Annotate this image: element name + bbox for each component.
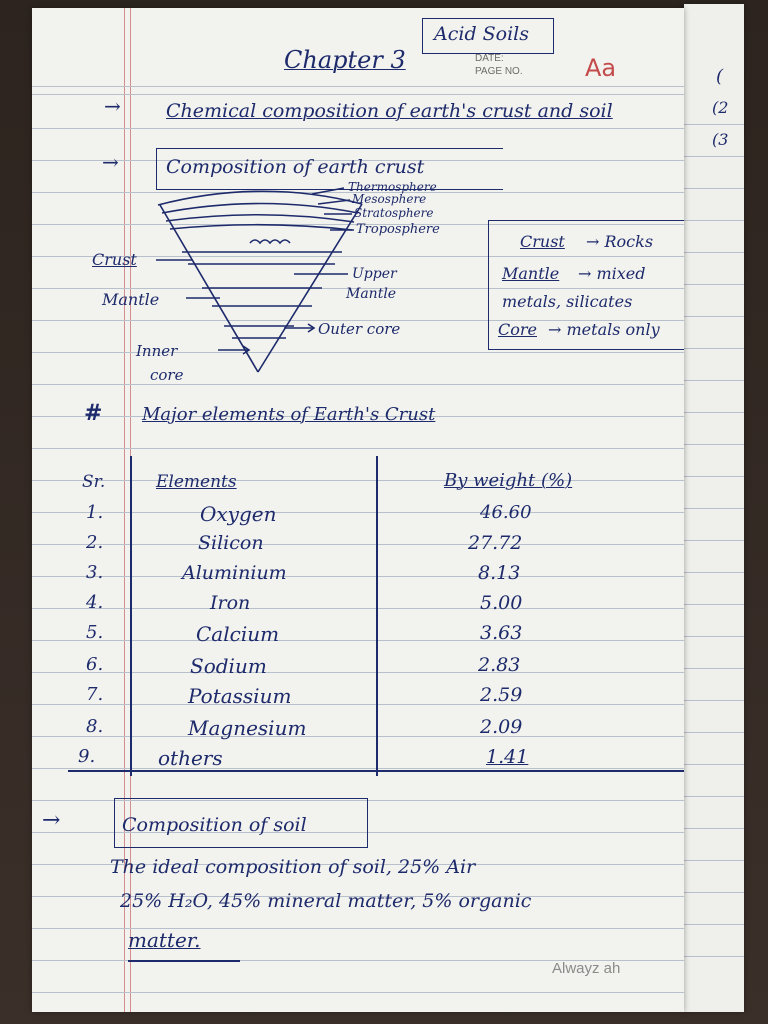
legend-desc-crust: → Rocks: [586, 232, 654, 251]
row-weight: 3.63: [480, 622, 523, 644]
row-weight: 2.83: [478, 654, 521, 676]
row-sr: 9.: [78, 746, 96, 767]
row-element: Calcium: [196, 622, 280, 646]
legend-term-crust: Crust: [520, 232, 565, 251]
row-weight: 8.13: [478, 562, 521, 584]
row-sr: 8.: [86, 716, 104, 737]
label-outer-core: Outer core: [318, 320, 401, 338]
row-weight: 1.41: [486, 746, 529, 768]
boxed-heading-earth-crust: Composition of earth crust: [166, 156, 425, 178]
adjacent-page: [684, 4, 744, 1012]
label-mesosphere: Mesosphere: [352, 192, 427, 206]
label-thermosphere: Thermosphere: [348, 180, 437, 194]
legend-desc-mantle-2: metals, silicates: [502, 292, 633, 311]
atmosphere-arc-4: [170, 225, 352, 230]
soil-text-line-1: The ideal composition of soil, 25% Air: [110, 856, 476, 878]
pointer-mesosphere: [318, 200, 350, 204]
page-no-label: PAGE NO.: [475, 66, 523, 77]
row-weight: 5.00: [480, 592, 523, 614]
label-troposphere: Troposphere: [356, 222, 440, 237]
brand-mark: Aa: [585, 54, 617, 82]
adjacent-mark-2: (2: [712, 98, 729, 117]
topic-label: Acid Soils: [434, 23, 529, 45]
row-element: Oxygen: [200, 502, 277, 526]
label-inner-core-1: Inner: [136, 342, 178, 360]
legend-term-mantle: Mantle: [502, 264, 560, 283]
label-upper-mantle-2: Mantle: [346, 286, 397, 302]
label-mantle: Mantle: [102, 290, 160, 309]
row-element: Potassium: [188, 684, 292, 708]
row-element: Aluminium: [182, 562, 287, 584]
table-column-divider: [376, 456, 378, 776]
table-header-sr: Sr.: [82, 472, 106, 492]
row-sr: 7.: [86, 684, 104, 705]
legend-desc-core: → metals only: [548, 320, 660, 339]
row-element: Magnesium: [188, 716, 307, 740]
label-crust: Crust: [92, 250, 137, 269]
row-element: others: [158, 746, 223, 770]
row-weight: 27.72: [468, 532, 523, 554]
row-element: Sodium: [190, 654, 267, 678]
table-header-elements: Elements: [156, 472, 237, 492]
pointer-thermosphere: [312, 188, 344, 194]
elements-heading: Major elements of Earth's Crust: [142, 404, 436, 425]
atmosphere-arc-3: [166, 215, 354, 222]
heading-arrow: →: [104, 94, 121, 118]
soil-text-line-2: 25% H₂O, 45% mineral matter, 5% organic: [120, 890, 532, 912]
row-element: Iron: [210, 592, 251, 614]
table-header-weight: By weight (%): [444, 470, 573, 491]
notebook-page: [32, 8, 684, 1012]
row-weight: 46.60: [480, 502, 532, 523]
table-bottom-rule: [68, 770, 684, 772]
row-sr: 6.: [86, 654, 104, 675]
row-element: Silicon: [198, 532, 264, 554]
soil-text-line-3: matter.: [128, 928, 201, 952]
watermark: Alwayz ah: [552, 960, 621, 977]
row-sr: 4.: [86, 592, 104, 613]
adjacent-mark-3: (3: [712, 130, 729, 149]
boxed-heading-soil: Composition of soil: [122, 814, 307, 836]
heading-arrow: →: [102, 150, 119, 174]
adjacent-mark-1: (: [716, 66, 724, 87]
label-upper-mantle-1: Upper: [352, 266, 397, 282]
row-sr: 5.: [86, 622, 104, 643]
double-underline: [128, 960, 240, 962]
chapter-title: Chapter 3: [284, 46, 406, 74]
heading-arrow: →: [42, 808, 61, 833]
row-sr: 1.: [86, 502, 104, 523]
label-stratosphere: Stratosphere: [354, 206, 434, 220]
label-inner-core-2: core: [150, 366, 184, 384]
crust-squiggle: [250, 240, 290, 243]
hash-marker: #: [84, 400, 103, 426]
date-label: DATE:: [475, 53, 504, 64]
legend-desc-mantle: → mixed: [578, 264, 646, 283]
row-weight: 2.09: [480, 716, 523, 738]
row-sr: 2.: [86, 532, 104, 553]
table-column-divider: [130, 456, 132, 776]
atmosphere-arc-2: [162, 204, 358, 214]
legend-term-core: Core: [498, 320, 537, 339]
row-sr: 3.: [86, 562, 104, 583]
section-heading-chemical-composition: Chemical composition of earth's crust and soil: [166, 100, 613, 122]
row-weight: 2.59: [480, 684, 523, 706]
